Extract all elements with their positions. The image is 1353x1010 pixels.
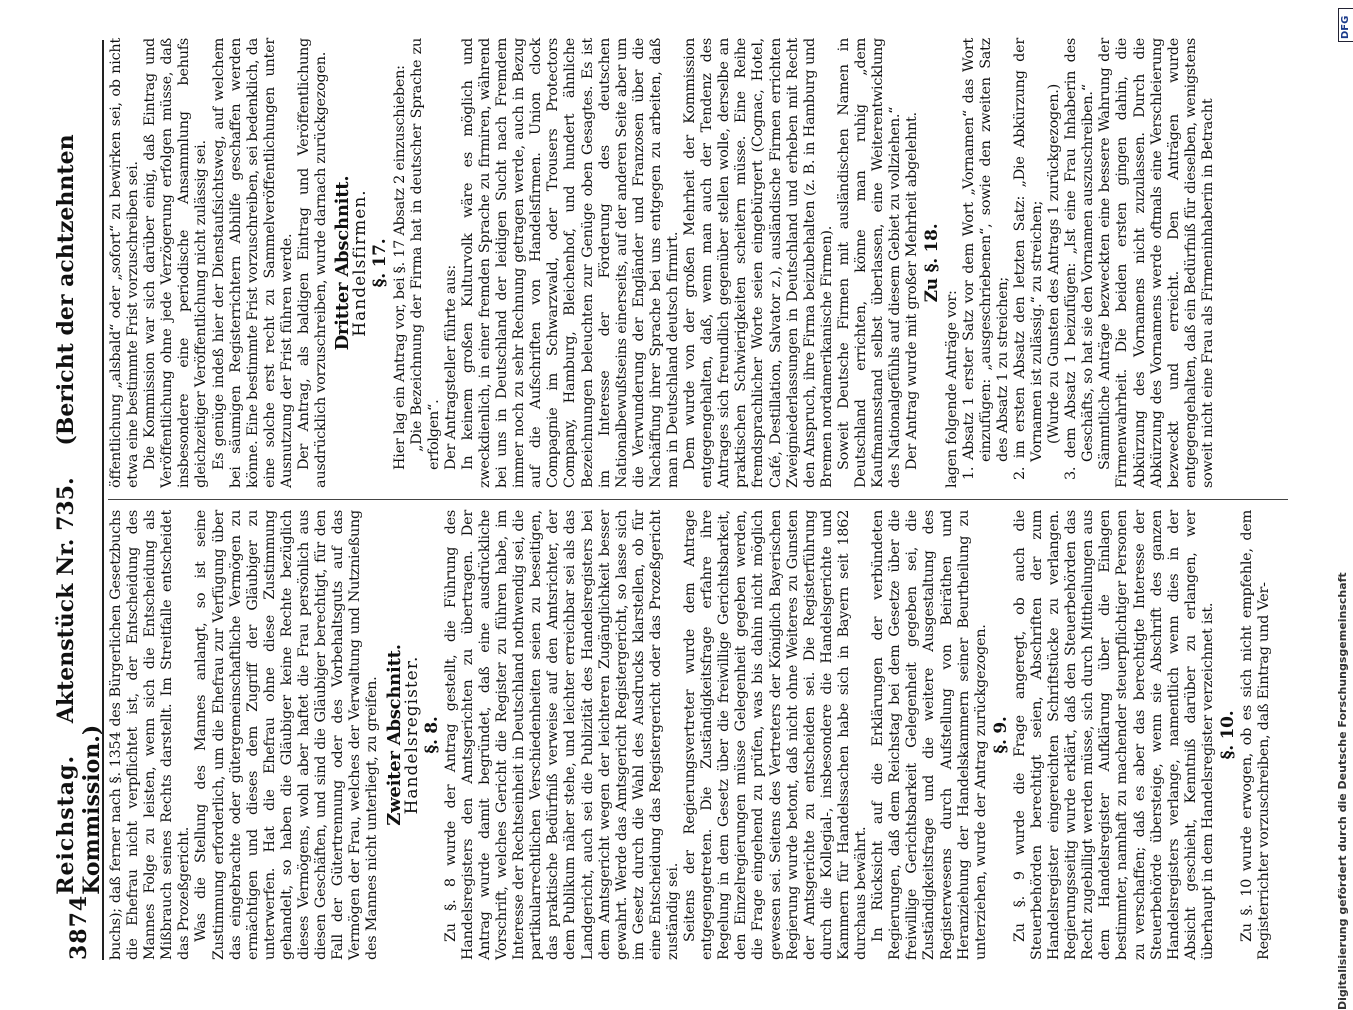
paragraph: Zu §. 10 wurde erwogen, ob es sich nicht empfehle, dem Registerrichter vorzuschreiben, daß Eintrag und Ver- (1239, 510, 1273, 960)
paragraph: Der Antragsteller führte aus: (442, 265, 459, 470)
paragraph-heading: §. 17. (370, 238, 391, 288)
list-item: 2. im ersten Absatz den letzten Satz: „Die Abkürzung der Vornamen ist zulässig.“ zu streichen; (1011, 38, 1045, 480)
paragraph-heading: Zu §. 18. (922, 223, 943, 303)
paragraph-heading: §. 9. (990, 716, 1011, 754)
digitization-credit (1336, 20, 1353, 1010)
paragraph: lagen folgende Anträge vor: (943, 290, 960, 488)
paragraph: buchs); daß ferner nach §. 1354 des Bürgerlichen Gesetzbuchs die Ehefrau nicht verpflichtet ist, der Entscheidung des Mannes Folge zu leisten, wenn sich die Entscheidung als Mißbrauch seines Rechts darstellt. Im Streitfalle entscheidet das Prozeßgericht. (108, 510, 193, 960)
right-column (108, 38, 1217, 488)
paragraph: Es genüge indeß hier der Dienstaufsichtsweg, auf welchem bei säumigen Registerrichtern Abhilfe geschaffen werden könne. Eine bestimmte Frist vorzuschreiben, sei bedenklich, da eine solche erst recht zu Sammelveröffentlichungen unter Ausnutzung der Frist führen werde. (210, 38, 295, 488)
list-note: (Wurde zu Gunsten des Antrags 1 zurückgezogen.) (1046, 84, 1063, 444)
paragraph: Hier lag ein Antrag vor, bei §. 17 Absatz 2 einzuschieben: (391, 65, 408, 470)
paragraph: Zu §. 9 wurde die Frage angeregt, ob auch die Steuerbehörden berechtigt seien, Abschriften der zum Handelsregister eingereichten Schriftstücke zu verlangen. Regierungsseitig wurde erklärt, daß den Steuerbehörden das Recht zugebilligt werden müsse, sich durch Mittheilungen aus dem Handelsregister Aufklärung über die Einlagen bestimmter, namhaft zu machender steuerpflichtiger Personen zu verschaffen; daß es aber das berechtigte Interesse der Steuerbehörde übersteige, wenn sie Abschrift des ganzen Handelsregisters verlange, namentlich wenn dies in der Absicht geschieht, Kenntniß darüber zu erlangen, wer überhaupt in dem Handelsregister verzeichnet ist. (1011, 510, 1216, 960)
section-subtitle: Handelsregister. (401, 655, 422, 815)
paragraph: Der Antrag, als baldigen Eintrag und Veröffentlichung ausdrücklich vorzuschreiben, wurde darnach zurückgezogen. (296, 38, 330, 488)
list-item: 1. Absatz 1 erster Satz vor dem Wort „Vornamen“ das Wort einzufügen: „ausgeschriebenen“, sowie den zweiten Satz des Absatz 1 zu streichen; (960, 38, 1011, 480)
paragraph: Der Antrag wurde mit großer Mehrheit abgelehnt. (904, 112, 921, 470)
paragraph-heading: §. 8. (421, 716, 442, 754)
section-subtitle: Handelsfirmen. (350, 189, 371, 337)
publication-name: Reichstag. (53, 754, 79, 895)
page-number: 3874 (66, 894, 92, 960)
section-title: Dritter Abschnitt. (332, 175, 354, 351)
header-note: (Bericht der achtzehnten Kommission.) (53, 134, 105, 895)
header-rule (102, 40, 104, 960)
list-item: 3. dem Absatz 1 beizufügen: „Ist eine Frau Inhaberin des Geschäfts, so hat sie den Vornamen auszuschreiben.“ (1063, 38, 1097, 480)
running-title (53, 40, 105, 895)
paragraph: Die Kommission war sich darüber einig, daß Eintrag und Veröffentlichung ohne jede Verzögerung erfolgen müsse, daß insbesondere eine periodische Ansammlung behufs gleichzeitiger Veröffentlichung nicht zulässig sei. (142, 38, 210, 488)
running-header (53, 40, 105, 960)
paragraph: Dem wurde von der großen Mehrheit der Kommission entgegengehalten, daß, wenn man auch der Tendenz des Antrages sich freundlich gegenüber stellen wolle, derselbe an praktischen Schwierigkeiten scheitern müsse. Eine Reihe fremdsprachlicher Worte seien eingebürgert (Cognac, Hotel, Café, Destillation, Salvator z.), ausländische Firmen errichten Zweigniederlassungen in Deutschland und erheben mit Recht den Anspruch, ihre Firma beizubehalten (z. B. in Hamburg und Bremen nordamerikanische Firmen). (682, 38, 835, 488)
quote: „Die Bezeichnung der Firma hat in deutscher Sprache zu erfolgen“. (408, 38, 442, 470)
paragraph: In keinem großen Kulturvolk wäre es möglich und zweckdienlich, in einer fremden Sprache zu firmiren, während bei uns in Deutschland der leidigen Sucht nach Fremdem immer noch zu sehr Rechnung getragen werde, auch in Bezug auf die Aufschriften von Handelsfirmen. Union clock Compagnie im Schwarzwald, oder Trousers Protectors Company, Hamburg, Bleichenhof, und hundert ähnliche Bezeichnungen beleuchten zur Genüge oben Gesagtes. Es ist im Interesse der Förderung des deutschen Nationalbewußtseins einerseits, auf der anderen Seite aber um die Verwunderung der Engländer und Franzosen über die Nachäffung ihrer Sprache bei uns entgegen zu arbeiten, daß man in Deutschland deutsch firmirt. (459, 38, 681, 488)
paragraph: Zu §. 8 wurde der Antrag gestellt, die Führung des Handelsregisters den Amtsgerichten zu übertragen. Der Antrag wurde damit begründet, daß eine ausdrückliche Vorschrift, welches Gericht die Register zu führen habe, im Interesse der Rechtseinheit in Deutschland nothwendig sei, die partikularrechtlichen Verschiedenheiten seien zu beseitigen, das praktische Bedürfniß verweise auf den Amtsrichter, der dem Publikum näher stehe, und leichter erreichbar sei als das Landgericht, auch sei die Publizität des Handelsregisters bei dem Amtsgericht wegen der leichteren Zugänglichkeit besser gewahrt. Werde das Amtsgericht Registergericht, so lasse sich im Gesetz durch die Wahl des Ausdrucks klarstellen, ob für eine Entscheidung das Registergericht oder das Prozeßgericht zuständig sei. (442, 510, 681, 960)
credit-text: Digitalisierung gefördert durch die Deutsche Forschungsgemeinschaft (1336, 572, 1349, 1010)
paragraph: Was die Stellung des Mannes anlangt, so ist seine Zustimmung erforderlich, um die Ehefrau zur Verfügung über das eingebrachte oder gütergemeinschaftliche Vermögen zu ermächtigen und dieses dem Zugriff der Gläubiger zu unterwerfen. Hat die Ehefrau ohne diese Zustimmung gehandelt, so haben die Gläubiger keine Rechte bezüglich dieses Vermögens, wohl aber haftet die Frau persönlich aus diesen Geschäften, und sind die Gläubiger berechtigt, für den Fall der Gütertrennung oder des Vorbehaltsguts auf das Vermögen der Frau, welches der Verwaltung und Nutznießung des Mannes nicht unterliegt, zu greifen. (193, 510, 381, 960)
paragraph: In Rücksicht auf die Erklärungen der verbündeten Regierungen, daß dem Reichstag bei dem Gesetze über die freiwillige Gerichtsbarkeit Gelegenheit gegeben sei, die Zuständigkeitsfrage und die weitere Ausgestaltung des Registerwesens durch Aufstellung von Beiräthen und Heranziehung der Handelskammern seiner Beurtheilung zu unterziehen, wurde der Antrag zurückgezogen. (870, 510, 989, 960)
paragraph: öffentlichung „alsbald“ oder „sofort“ zu bewirken sei, ob nicht etwa eine bestimmte Frist vorzuschreiben sei. (108, 38, 142, 488)
paragraph-heading: §. 10. (1218, 710, 1238, 760)
paragraph: Seitens der Regierungsvertreter wurde dem Antrage entgegengetreten. Die Zuständigkeitsfrage erfahre ihre Regelung in dem Gesetz über die freiwillige Gerichtsbarkeit, den Einzelregierungen müsse Gelegenheit gegeben werden, die Frage eingehend zu prüfen, was bis dahin nicht möglich gewesen sei. Seitens des Vertreters der Königlich Bayerischen Regierung wurde betont, daß nicht ohne Weiteres zu Gunsten der Amtsgerichte zu entscheiden sei. Die Registerführung durch die Kollegial-, insbesondere die Handelsgerichte und Kammern für Handelssachen habe sich in Bayern seit 1862 durchaus bewährt. (682, 510, 870, 960)
document-number: Aktenstück Nr. 735. (53, 477, 79, 724)
column-divider (108, 499, 1288, 500)
left-column (108, 510, 1273, 960)
paragraph: Soweit Deutsche Firmen mit ausländischen Namen in Deutschland errichten, könne man ruhig „dem Kaufmannsstand selbst überlassen, eine Weiterentwicklung des Nationalgefühls auf diesem Gebiet zu vollziehen.“ (835, 38, 904, 488)
logo-text: DFG (1340, 15, 1351, 39)
section-title: Zweiter Abschnitt. (383, 644, 405, 826)
paragraph: Sämmtliche Anträge bezweckten eine bessere Wahrung der Firmenwahrheit. Die beiden ersten gingen dahin, die Abkürzung des Vornamens nicht zuzulassen. Durch die Abkürzung des Vornamens werde oftmals eine Verschleierung bezweckt und erreicht. Den Anträgen wurde entgegengehalten, daß ein Bedürfniß für dieselben, wenigstens soweit nicht eine Frau als Firmeninhaberin in Betracht (1097, 38, 1216, 488)
